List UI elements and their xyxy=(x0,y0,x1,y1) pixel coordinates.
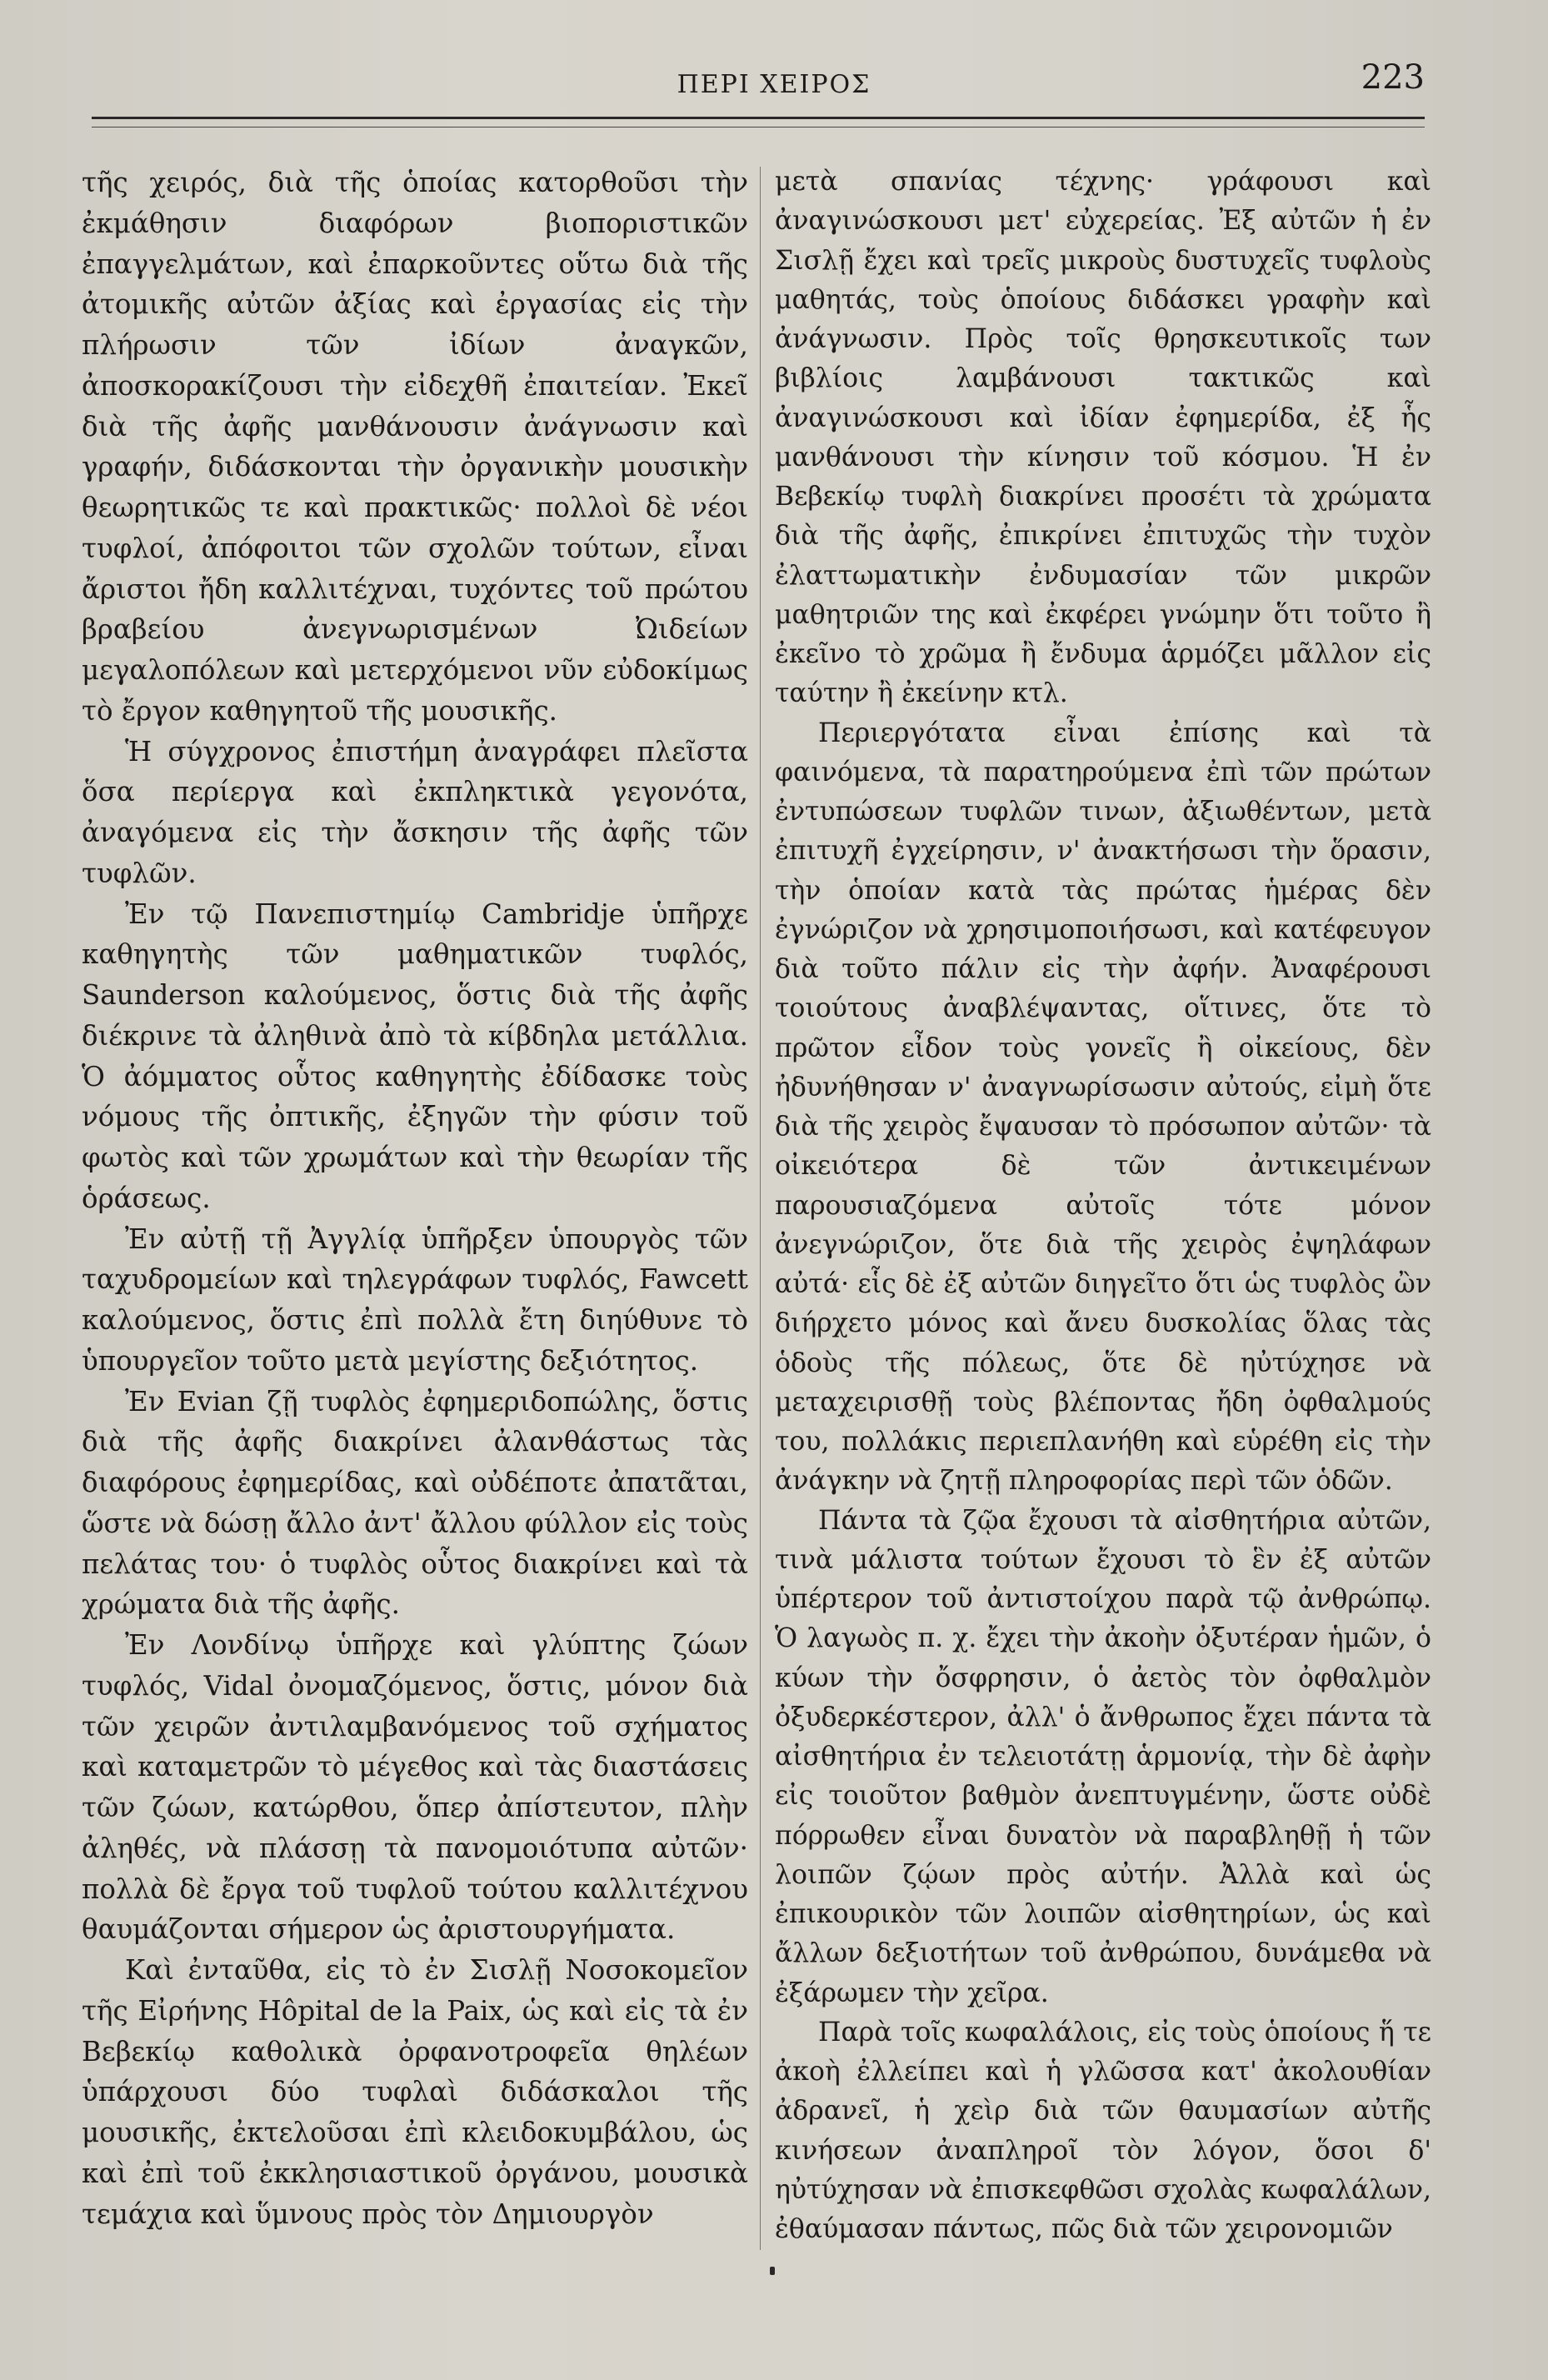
left-column xyxy=(82,162,748,2234)
ink-mark xyxy=(770,2267,775,2275)
paragraph: τῆς χειρός, διὰ τῆς ὁποίας κατορθοῦσι τὴν ἐκμάθησιν διαφόρων βιοποριστικῶν ἐπαγγελμάτων, καὶ ἐπαρκοῦντες οὕτω διὰ τῆς ἀτομικῆς αὐτῶν ἀξίας καὶ ἐργασίας εἰς τὴν πλήρωσιν τῶν ἰδίων ἀναγκῶν, ἀποσκορακίζουσι τὴν εἰδεχθῆ ἐπαιτείαν. Ἐκεῖ διὰ τῆς ἀφῆς μανθάνουσιν ἀνάγνωσιν καὶ γραφήν, διδάσκονται τὴν ὀργανικὴν μουσικὴν θεωρητικῶς τε καὶ πρακτικῶς· πολλοὶ δὲ νέοι τυφλοί, ἀπόφοιτοι τῶν σχολῶν τούτων, εἶναι ἄριστοι ἤδη καλλιτέχναι, τυχόντες τοῦ πρώτου βραβείου ἀνεγνωρισμένων Ὠιδείων μεγαλοπόλεων καὶ μετερχόμενοι νῦν εὐδοκίμως τὸ ἔργον καθηγητοῦ τῆς μουσικῆς. xyxy=(82,167,748,727)
paragraph: Ἐν τῷ Πανεπιστημίῳ Cambridje ὑπῆρχε καθηγητὴς τῶν μαθηματικῶν τυφλός, Saunderson καλούμενος, ὅστις διὰ τῆς ἀφῆς διέκρινε τὰ ἀληθινὰ ἀπὸ τὰ κίβδηλα μετάλλια. Ὁ ἀόμματος οὗτος καθηγητὴς ἐδίδασκε τοὺς νόμους τῆς ὀπτικῆς, ἐξηγῶν τὴν φύσιν τοῦ φωτὸς καὶ τῶν χρωμάτων καὶ τὴν θεωρίαν τῆς ὁράσεως. xyxy=(82,898,748,1214)
right-column xyxy=(775,162,1431,2249)
paragraph: Περιεργότατα εἶναι ἐπίσης καὶ τὰ φαινόμενα, τὰ παρατηρούμενα ἐπὶ τῶν πρώτων ἐντυπώσεων τυφλῶν τινων, ἀξιωθέντων, μετὰ ἐπιτυχῆ ἐγχείρησιν, ν' ἀνακτήσωσι τὴν ὅρασιν, τὴν ὁποίαν κατὰ τὰς πρώτας ἡμέρας δὲν ἐγνώριζον νὰ χρησιμοποιήσωσι, καὶ κατέφευγον διὰ τοῦτο πάλιν εἰς τὴν ἀφήν. Ἀναφέρουσι τοιούτους ἀναβλέψαντας, οἵτινες, ὅτε τὸ πρῶτον εἶδον τοὺς γονεῖς ἢ οἰκείους, δὲν ἠδυνήθησαν ν' ἀναγνωρίσωσιν αὐτούς, εἰμὴ ὅτε διὰ τῆς χειρὸς ἔψαυσαν τὸ πρόσωπον αὐτῶν· τὰ οἰκειότερα δὲ τῶν ἀντικειμένων παρουσιαζόμενα αὐτοῖς τότε μόνον ἀνεγνώριζον, ὅτε διὰ τῆς χειρὸς ἐψηλάφων αὐτά· εἷς δὲ ἐξ αὐτῶν διηγεῖτο ὅτι ὡς τυφλὸς ὢν διήρχετο μόνος καὶ ἄνευ δυσκολίας ὅλας τὰς ὁδοὺς τῆς πόλεως, ὅτε δὲ ηὐτύχησε νὰ μεταχειρισθῇ τοὺς βλέποντας ἤδη ὀφθαλμούς του, πολλάκις περιεπλανήθη καὶ εὑρέθη εἰς τὴν ἀνάγκην νὰ ζητῇ πληροφορίας περὶ τῶν ὁδῶν. xyxy=(775,718,1431,1497)
paragraph: Παρὰ τοῖς κωφαλάλοις, εἰς τοὺς ὁποίους ἥ τε ἀκοὴ ἐλλείπει καὶ ἡ γλῶσσα κατ' ἀκολουθίαν ἀδρανεῖ, ἡ χεὶρ διὰ τῶν θαυμασίων αὐτῆς κινήσεων ἀναπληροῖ τὸν λόγον, ὅσοι δ' ηὐτύχησαν νὰ ἐπισκεφθῶσι σχολὰς κωφαλάλων, ἐθαύμασαν πάντως, πῶς διὰ τῶν χειρονομιῶν xyxy=(775,2017,1431,2244)
running-head xyxy=(0,58,1548,108)
header-rule-thin xyxy=(92,127,1425,128)
paragraph: Ἡ σύγχρονος ἐπιστήμη ἀναγράφει πλεῖστα ὅσα περίεργα καὶ ἐκπληκτικὰ γεγονότα, ἀναγόμενα εἰς τὴν ἄσκησιν τῆς ἀφῆς τῶν τυφλῶν. xyxy=(82,735,748,889)
paragraph: Καὶ ἐνταῦθα, εἰς τὸ ἐν Σισλῇ Νοσοκομεῖον τῆς Εἰρήνης Hôpital de la Paix, ὡς καὶ εἰς τὰ ἐν Βεβεκίῳ καθολικὰ ὀρφανοτροφεῖα θηλέων ὑπάρχουσι δύο τυφλαὶ διδάσκαλοι τῆς μουσικῆς, ἐκτελοῦσαι ἐπὶ κλειδοκυμβάλου, ὡς καὶ ἐπὶ τοῦ ἐκκλησιαστικοῦ ὀργάνου, μουσικὰ τεμάχια καὶ ὕμνους πρὸς τὸν Δημιουργὸν xyxy=(82,1954,748,2230)
paragraph: Ἐν αὐτῇ τῇ Ἀγγλίᾳ ὑπῆρξεν ὑπουργὸς τῶν ταχυδρομείων καὶ τηλεγράφων τυφλός, Fawcett καλούμενος, ὅστις ἐπὶ πολλὰ ἔτη διηύθυνε τὸ ὑπουργεῖον τοῦτο μετὰ μεγίστης δεξιότητος. xyxy=(82,1222,748,1377)
header-rule xyxy=(92,117,1425,119)
running-head-title: ΠΕΡΙ ΧΕΙΡΟΣ xyxy=(677,70,871,99)
paragraph: Ἐν Λονδίνῳ ὑπῆρχε καὶ γλύπτης ζώων τυφλός, Vidal ὀνομαζόμενος, ὅστις, μόνον διὰ τῶν χειρῶν ἀντιλαμβανόμενος τοῦ σχήματος καὶ καταμετρῶν τὸ μέγεθος καὶ τὰς διαστάσεις τῶν ζώων, κατώρθου, ὅπερ ἀπίστευτον, πλὴν ἀληθές, νὰ πλάσσῃ τὰ πανομοιότυπα αὐτῶν· πολλὰ δὲ ἔργα τοῦ τυφλοῦ τούτου καλλιτέχνου θαυμάζονται σήμερον ὡς ἀριστουργήματα. xyxy=(82,1629,748,1946)
paragraph: Πάντα τὰ ζῷα ἔχουσι τὰ αἰσθητήρια αὐτῶν, τινὰ μάλιστα τούτων ἔχουσι τὸ ἓν ἐξ αὐτῶν ὑπέρτερον τοῦ ἀντιστοίχου παρὰ τῷ ἀνθρώπῳ. Ὁ λαγωὸς π. χ. ἔχει τὴν ἀκοὴν ὀξυτέραν ἡμῶν, ὁ κύων τὴν ὄσφρησιν, ὁ ἀετὸς τὸν ὀφθαλμὸν ὀξυδερκέστερον, ἀλλ' ὁ ἄνθρωπος ἔχει πάντα τὰ αἰσθητήρια ἐν τελειοτάτῃ ἁρμονίᾳ, τὴν δὲ ἀφὴν εἰς τοιοῦτον βαθμὸν ἀνεπτυγμένην, ὥστε οὐδὲ πόρρωθεν εἶναι δυνατὸν νὰ παραβληθῇ ἡ τῶν λοιπῶν ζῴων πρὸς αὐτήν. Ἀλλὰ καὶ ὡς ἐπικουρικὸν τῶν λοιπῶν αἰσθητηρίων, ὡς καὶ ἄλλων δεξιοτήτων τοῦ ἀνθρώπου, δυνάμεθα νὰ ἐξάρωμεν τὴν χεῖρα. xyxy=(775,1505,1431,2008)
column-divider xyxy=(760,167,761,2250)
paragraph: Ἐν Evian ζῇ τυφλὸς ἐφημεριδοπώλης, ὅστις διὰ τῆς ἀφῆς διακρίνει ἀλανθάστως τὰς διαφόρους ἐφημερίδας, καὶ οὐδέποτε ἀπατᾶται, ὥστε νὰ δώσῃ ἄλλο ἀντ' ἄλλου φύλλον εἰς τοὺς πελάτας του· ὁ τυφλὸς οὗτος διακρίνει καὶ τὰ χρώματα διὰ τῆς ἀφῆς. xyxy=(82,1385,748,1621)
paragraph: μετὰ σπανίας τέχνης· γράφουσι καὶ ἀναγινώσκουσι μετ' εὐχερείας. Ἐξ αὐτῶν ἡ ἐν Σισλῇ ἔχει καὶ τρεῖς μικροὺς δυστυχεῖς τυφλοὺς μαθητάς, τοὺς ὁποίους διδάσκει γραφὴν καὶ ἀνάγνωσιν. Πρὸς τοῖς θρησκευτικοῖς των βιβλίοις λαμβάνουσι τακτικῶς καὶ ἀναγινώσκουσι καὶ ἰδίαν ἐφημερίδα, ἐξ ἧς μανθάνουσι τὴν κίνησιν τοῦ κόσμου. Ἡ ἐν Βεβεκίῳ τυφλὴ διακρίνει προσέτι τὰ χρώματα διὰ τῆς ἀφῆς, ἐπικρίνει ἐπιτυχῶς τὴν τυχὸν ἐλαττωματικὴν ἐνδυμασίαν τῶν μικρῶν μαθητριῶν της καὶ ἐκφέρει γνώμην ὅτι τοῦτο ἢ ἐκεῖνο τὸ χρῶμα ἢ ἔνδυμα ἁρμόζει μᾶλλον εἰς ταύτην ἢ ἐκείνην κτλ. xyxy=(775,167,1431,709)
page-number: 223 xyxy=(1361,58,1425,97)
